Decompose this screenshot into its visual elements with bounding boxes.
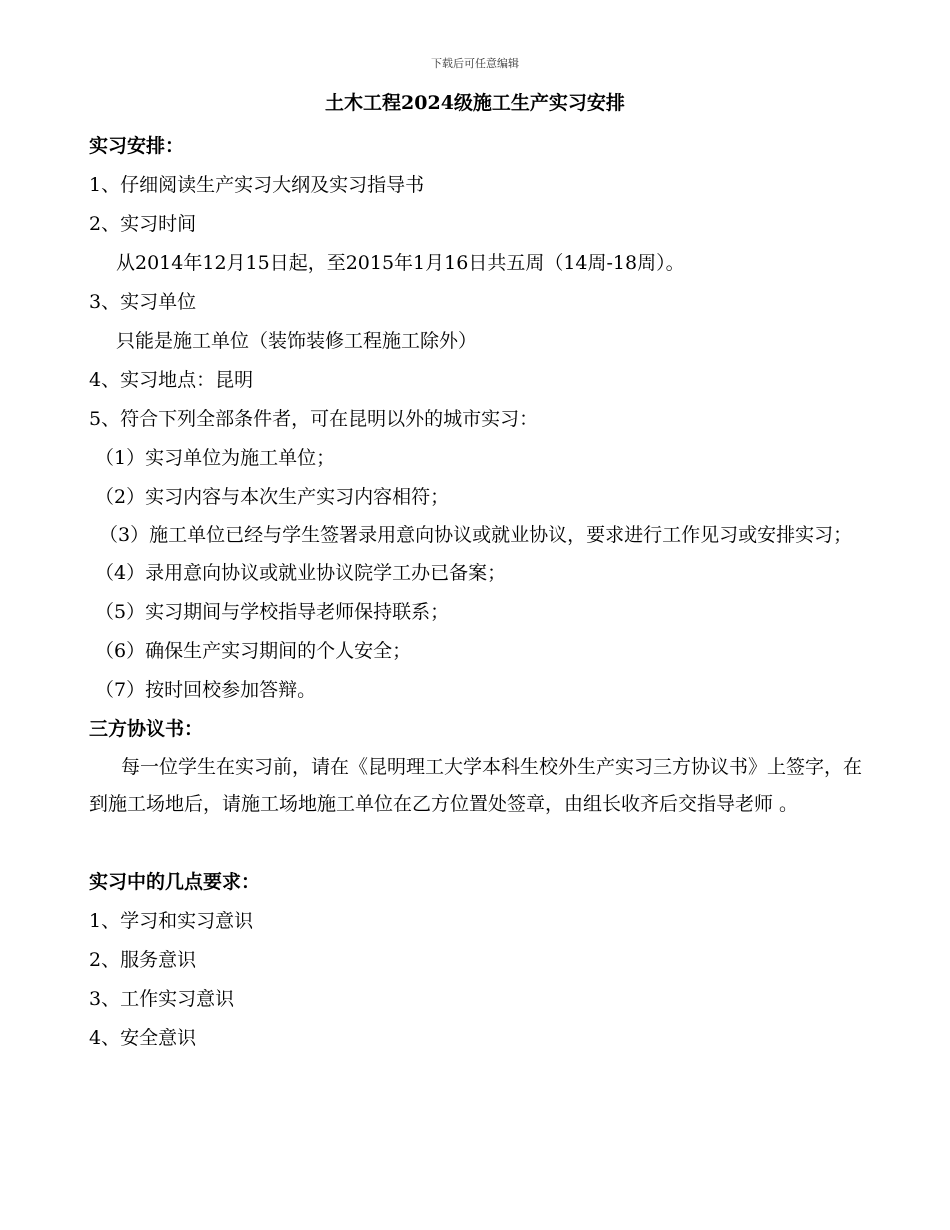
condition-item: （4）录用意向协议或就业协议院学工办已备案； [95,562,507,584]
arrangement-item-3: 3、实习单位 [89,291,197,313]
arrangement-item-5: 5、符合下列全部条件者，可在昆明以外的城市实习： [89,408,539,430]
condition-item: （3）施工单位已经与学生签署录用意向协议或就业协议，要求进行工作见习或安排实习； [99,524,853,546]
section-heading-arrangement: 实习安排： [89,135,185,157]
arrangement-item-1: 1、仔细阅读生产实习大纲及实习指导书 [89,174,425,196]
requirement-item: 1、学习和实习意识 [89,910,254,932]
condition-item: （2）实习内容与本次生产实习内容相符； [95,486,450,508]
requirement-item: 4、安全意识 [89,1027,197,1049]
arrangement-item-2: 2、实习时间 [89,213,197,235]
agreement-paragraph: 每一位学生在实习前，请在《昆明理工大学本科生校外生产实习三方协议书》上签字，在到施工场地后，请施工场地施工单位在乙方位置处签章，由组长收齐后交指导老师 。 [89,756,863,815]
requirement-item: 2、服务意识 [89,949,197,971]
requirement-item: 3、工作实习意识 [89,988,235,1010]
header-note: 下载后可任意编辑 [431,57,519,70]
condition-item: （7）按时回校参加答辩。 [95,679,317,701]
internship-unit: 只能是施工单位（装饰装修工程施工除外） [116,330,478,352]
section-heading-requirements: 实习中的几点要求： [89,871,261,893]
condition-item: （5）实习期间与学校指导老师保持联系； [95,601,450,623]
arrangement-item-4: 4、实习地点：昆明 [89,369,254,391]
condition-item: （6）确保生产实习期间的个人安全； [95,640,412,662]
document-body [89,127,864,1058]
section-heading-agreement: 三方协议书： [89,718,204,740]
blank-line [89,823,864,863]
document-title: 土木工程2024级施工生产实习安排 [325,92,625,114]
condition-item: （1）实习单位为施工单位； [95,447,336,469]
internship-period: 从2014年12月15日起，至2015年1月16日共五周（14周-18周）。 [116,252,685,274]
